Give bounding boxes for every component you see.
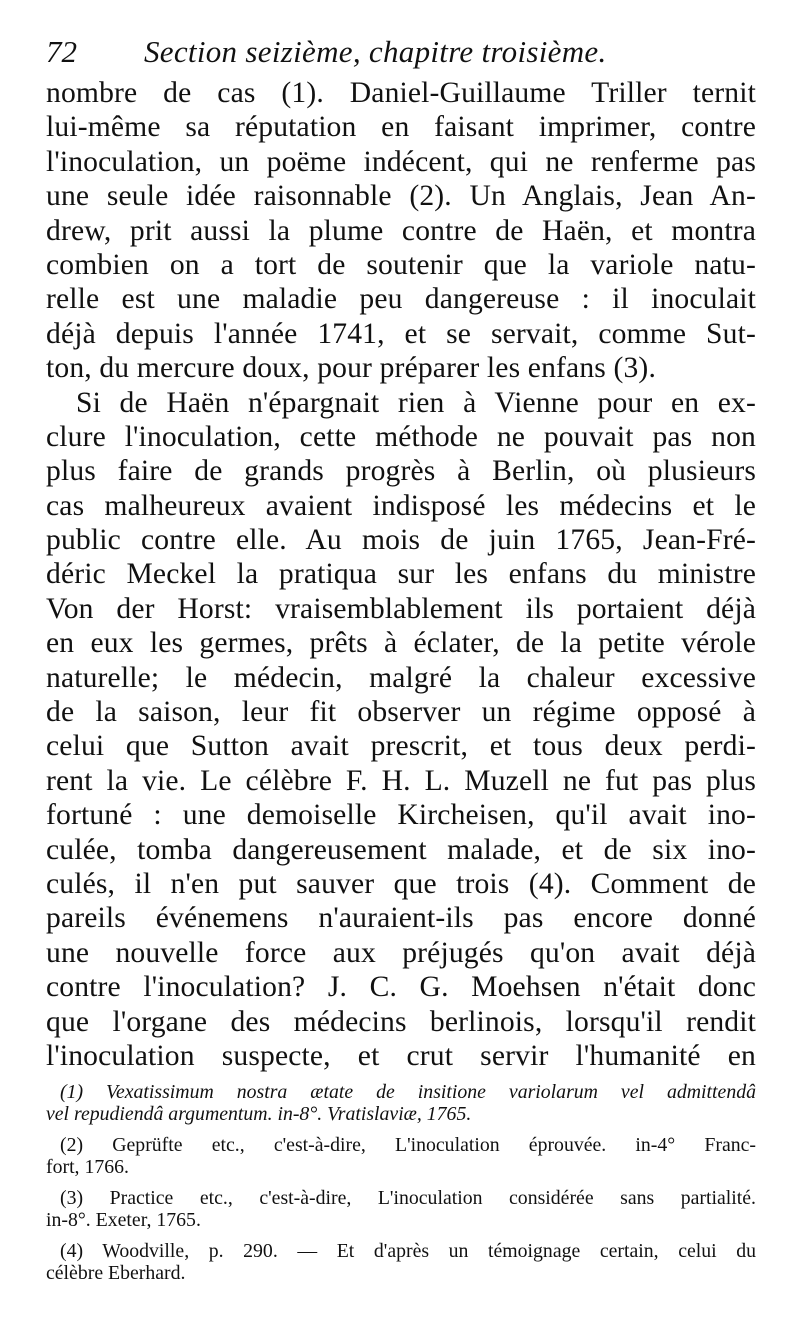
text-line: pareils événemens n'auraient-ils pas encore donné — [46, 902, 756, 935]
text-line: rent la vie. Le célèbre F. H. L. Muzell ne fut pas plus — [46, 764, 756, 797]
running-head: Section seizième, chapitre troisième. — [144, 34, 607, 69]
footnote-line: (2) Geprüfte etc., c'est-à-dire, L'inoculation éprouvée. in-4° Franc- — [60, 1134, 756, 1156]
text-line: déjà depuis l'année 1741, et se servait, comme Sut- — [46, 317, 756, 350]
text-line: Si de Haën n'épargnait rien à Vienne pour en ex- — [76, 386, 756, 419]
text-line: combien on a tort de soutenir que la variole natu- — [46, 248, 756, 281]
page-number: 72 — [46, 34, 77, 69]
text-line: ton, du mercure doux, pour préparer les enfans (3). — [46, 352, 656, 385]
footnotes — [46, 1082, 756, 1284]
body-text — [46, 76, 756, 1073]
text-line: drew, prit aussi la plume contre de Haën, et montra — [46, 214, 756, 247]
footnote-line: vel repudiendâ argumentum. in-8°. Vratislaviæ, 1765. — [46, 1102, 472, 1125]
footnote-line: in-8°. Exeter, 1765. — [46, 1208, 201, 1231]
text-line: lui-même sa réputation en faisant imprimer, contre — [46, 111, 756, 144]
text-line: une nouvelle force aux préjugés qu'on avait déjà — [46, 936, 756, 969]
page-header — [46, 30, 756, 74]
footnote-line: (1) Vexatissimum nostra ætate de insitione variolarum vel admittendâ — [60, 1081, 756, 1103]
text-line: culés, il n'en put sauver que trois (4). Comment de — [46, 867, 756, 900]
text-line: Von der Horst: vraisemblablement ils portaient déjà — [46, 592, 756, 625]
text-line: celui que Sutton avait prescrit, et tous deux perdi- — [46, 730, 756, 763]
footnote-line: (4) Woodville, p. 290. — Et d'après un témoignage certain, celui du — [60, 1240, 756, 1262]
text-line: que l'organe des médecins berlinois, lorsqu'il rendit — [46, 1005, 756, 1038]
text-line: culée, tomba dangereusement malade, et de six ino- — [46, 833, 756, 866]
text-line: relle est une maladie peu dangereuse : il inoculait — [46, 283, 756, 316]
text-line: nombre de cas (1). Daniel-Guillaume Triller ternit — [46, 77, 756, 109]
footnote-4 — [46, 1241, 756, 1284]
footnote-2 — [46, 1135, 756, 1178]
text-line: en eux les germes, prêts à éclater, de la petite vérole — [46, 627, 756, 660]
text-line: public contre elle. Au mois de juin 1765, Jean-Fré- — [46, 524, 756, 557]
footnote-line: (3) Practice etc., c'est-à-dire, L'inoculation considérée sans partialité. — [60, 1187, 756, 1209]
text-line: fortuné : une demoiselle Kircheisen, qu'il avait ino- — [46, 799, 756, 832]
text-line: contre l'inoculation? J. C. G. Moehsen n'était donc — [46, 971, 756, 1004]
text-line: l'inoculation, un poëme indécent, qui ne renferme pas — [46, 145, 756, 178]
text-line: de la saison, leur fit observer un régime opposé à — [46, 696, 756, 729]
text-line: naturelle; le médecin, malgré la chaleur excessive — [46, 661, 756, 694]
text-line: cas malheureux avaient indisposé les médecins et le — [46, 489, 756, 522]
text-line: déric Meckel la pratiqua sur les enfans du ministre — [46, 558, 756, 591]
footnote-line: fort, 1766. — [46, 1155, 129, 1178]
text-line: plus faire de grands progrès à Berlin, où plusieurs — [46, 455, 756, 488]
text-line: une seule idée raisonnable (2). Un Anglais, Jean An- — [46, 180, 756, 213]
footnote-line: célèbre Eberhard. — [46, 1261, 186, 1284]
text-line: clure l'inoculation, cette méthode ne pouvait pas non — [46, 420, 756, 453]
text-line: l'inoculation suspecte, et crut servir l'humanité en — [46, 1039, 756, 1072]
footnote-3 — [46, 1188, 756, 1231]
footnote-1 — [46, 1082, 756, 1125]
